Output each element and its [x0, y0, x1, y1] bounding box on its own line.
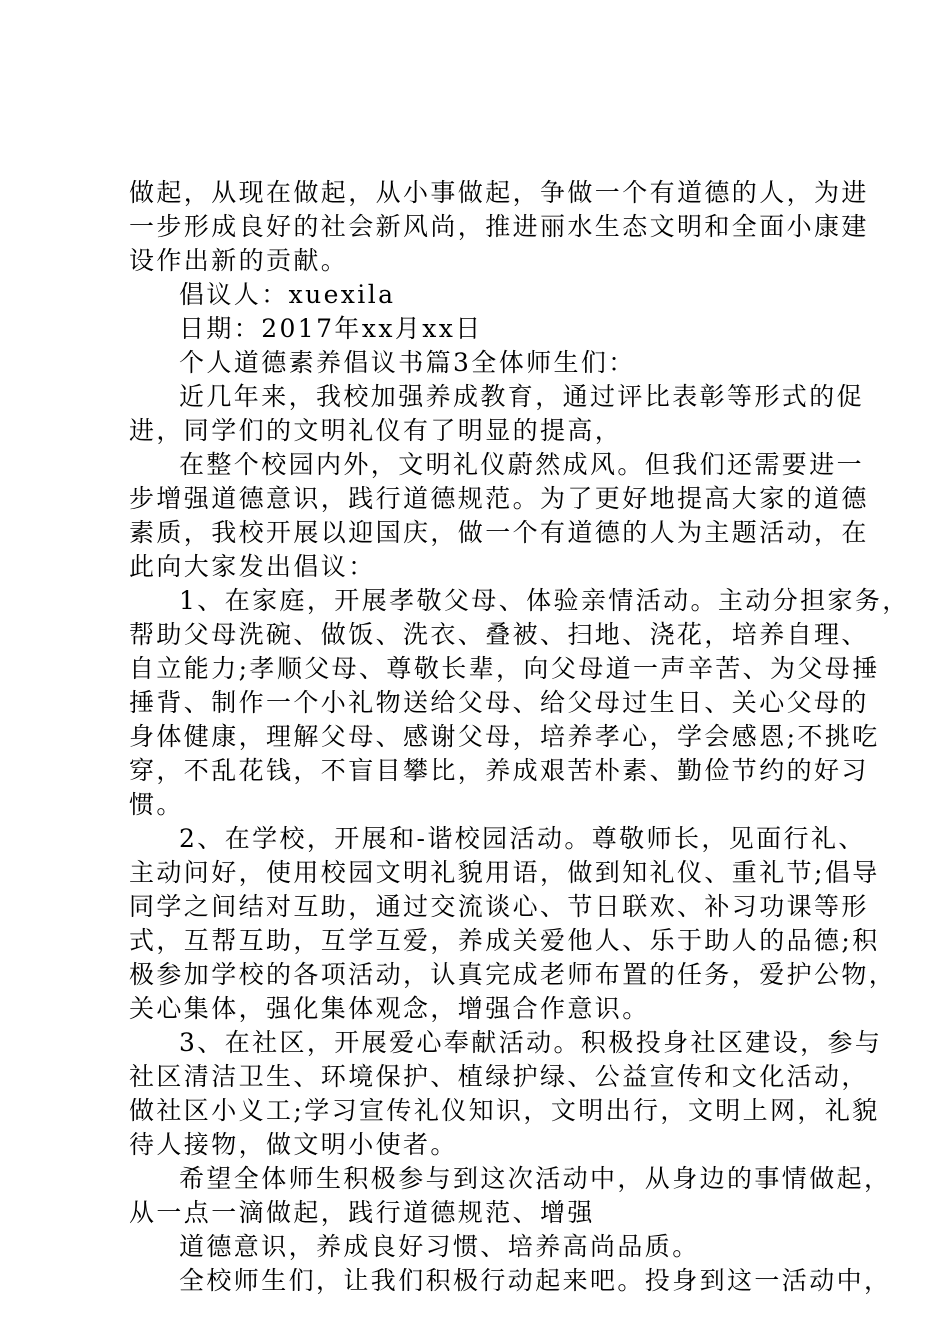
text-line: 倡议人：xuexila	[179, 280, 396, 309]
text-line: 在整个校园内外，文明礼仪蔚然成风。但我们还需要进一	[179, 450, 865, 479]
text-line: 惯。	[129, 790, 184, 819]
text-line: 社区清洁卫生、环境保护、植绿护绿、公益宣传和文化活动，	[129, 1062, 869, 1091]
text-line: 道德意识，养成良好习惯、培养高尚品质。	[179, 1232, 700, 1261]
text-line: 身体健康，理解父母、感谢父母，培养孝心，学会感恩;不挑吃	[129, 722, 880, 751]
text-line: 帮助父母洗碗、做饭、洗衣、叠被、扫地、浇花，培养自理、	[129, 620, 869, 649]
text-line: 1、在家庭，开展孝敬父母、体验亲情活动。主动分担家务，	[179, 586, 910, 615]
text-line: 进，同学们的文明礼仪有了明显的提高，	[129, 416, 623, 445]
text-line: 同学之间结对互助，通过交流谈心、节日联欢、补习功课等形	[129, 892, 869, 921]
text-line: 自立能力;孝顺父母、尊敬长辈，向父母道一声辛苦、为父母捶	[129, 654, 880, 683]
document-body	[129, 176, 910, 1298]
text-line: 做社区小义工;学习宣传礼仪知识，文明出行，文明上网，礼貌	[129, 1096, 880, 1125]
text-line: 个人道德素养倡议书篇3全体师生们：	[179, 348, 636, 377]
text-line: 全校师生们，让我们积极行动起来吧。投身到这一活动中，	[179, 1266, 892, 1295]
text-line: 素质，我校开展以迎国庆，做一个有道德的人为主题活动，在	[129, 518, 869, 547]
text-line: 步增强道德意识，践行道德规范。为了更好地提高大家的道德	[129, 484, 869, 513]
text-line: 式，互帮互助，互学互爱，养成关爱他人、乐于助人的品德;积	[129, 926, 880, 955]
text-line: 近几年来，我校加强养成教育，通过评比表彰等形式的促	[179, 382, 865, 411]
text-line: 待人接物，做文明小使者。	[129, 1130, 458, 1159]
text-line: 设作出新的贡献。	[129, 246, 349, 275]
text-line: 一步形成良好的社会新风尚，推进丽水生态文明和全面小康建	[129, 212, 869, 241]
text-line: 3、在社区，开展爱心奉献活动。积极投身社区建设，参与	[179, 1028, 883, 1057]
text-line: 2、在学校，开展和-谐校园活动。尊敬师长，见面行礼、	[179, 824, 866, 853]
text-line: 做起，从现在做起，从小事做起，争做一个有道德的人，为进	[129, 178, 869, 207]
text-line: 此向大家发出倡议：	[129, 552, 376, 581]
text-line: 捶背、制作一个小礼物送给父母、给父母过生日、关心父母的	[129, 688, 869, 717]
text-line: 从一点一滴做起，践行道德规范、增强	[129, 1198, 595, 1227]
text-line: 主动问好，使用校园文明礼貌用语，做到知礼仪、重礼节;倡导	[129, 858, 880, 887]
text-line: 关心集体，强化集体观念，增强合作意识。	[129, 994, 650, 1023]
text-line: 穿，不乱花钱，不盲目攀比，养成艰苦朴素、勤俭节约的好习	[129, 756, 869, 785]
text-line: 日期：2017年xx月xx日	[179, 314, 483, 343]
text-line: 希望全体师生积极参与到这次活动中，从身边的事情做起，	[179, 1164, 892, 1193]
text-line: 极参加学校的各项活动，认真完成老师布置的任务，爱护公物，	[129, 960, 897, 989]
